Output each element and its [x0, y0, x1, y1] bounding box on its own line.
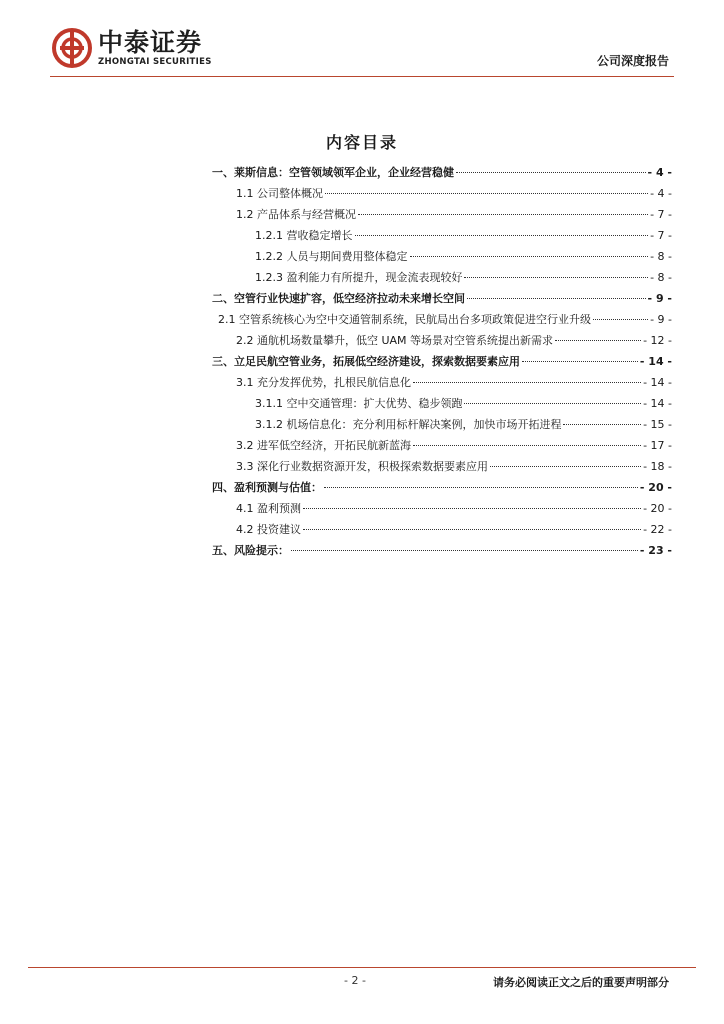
toc-entry-page: - 9 - [647, 292, 672, 305]
toc-leader [303, 529, 641, 530]
toc-leader [355, 235, 649, 236]
toc-leader [456, 172, 646, 173]
footer-disclaimer: 请务必阅读正文之后的重要声明部分 [493, 976, 669, 989]
toc-leader [410, 256, 649, 257]
toc-leader [324, 487, 638, 488]
toc-leader [555, 340, 641, 341]
logo-text-en: ZHONGTAI SECURITIES [98, 57, 212, 67]
toc-leader [303, 508, 641, 509]
toc-leader [593, 319, 648, 320]
toc-leader [325, 193, 648, 194]
toc-entry-title: 一、莱斯信息：空管领域领军企业，企业经营稳健 [212, 166, 454, 179]
toc-entry-3-2[interactable] [236, 437, 672, 455]
toc-entry-title: 3.2 进军低空经济，开拓民航新蓝海 [236, 439, 411, 452]
toc-entry-3-3[interactable] [236, 458, 672, 476]
toc-entry-page: - 8 - [650, 271, 672, 284]
toc-leader [467, 298, 646, 299]
toc-entry-page: - 14 - [643, 397, 672, 410]
toc-entry-page: - 15 - [643, 418, 672, 431]
toc-entry-1-2-1[interactable] [255, 227, 672, 245]
toc-entry-title: 1.2.2 人员与期间费用整体稳定 [255, 250, 408, 263]
toc-entry-2-1[interactable] [218, 311, 672, 329]
toc-entry-title: 1.2 产品体系与经营概况 [236, 208, 356, 221]
toc-entry-1-2[interactable] [236, 206, 672, 224]
toc-entry-title: 4.2 投资建议 [236, 523, 301, 536]
toc-leader [464, 277, 648, 278]
toc-entry-3-1-1[interactable] [255, 395, 672, 413]
toc-entry-page: - 9 - [650, 313, 672, 326]
toc-entry-page: - 12 - [643, 334, 672, 347]
toc-entry-5[interactable] [212, 542, 672, 560]
toc-entry-1-2-2[interactable] [255, 248, 672, 266]
toc-entry-title: 1.2.3 盈利能力有所提升，现金流表现较好 [255, 271, 463, 284]
toc-entry-title: 五、风险提示： [212, 544, 289, 557]
toc-entry-2[interactable] [212, 290, 672, 308]
toc-entry-page: - 17 - [643, 439, 672, 452]
toc-leader [413, 382, 641, 383]
toc-entry-title: 3.3 深化行业数据资源开发，积极探索数据要素应用 [236, 460, 488, 473]
logo-text-cn: 中泰证券 [98, 28, 203, 57]
report-type-label: 公司深度报告 [596, 54, 669, 68]
toc-entry-title: 2.2 通航机场数量攀升，低空 UAM 等场景对空管系统提出新需求 [236, 334, 554, 347]
toc-entry-page: - 14 - [643, 376, 672, 389]
toc-entry-1[interactable] [212, 164, 672, 182]
toc-entry-page: - 22 - [643, 523, 672, 536]
toc-entry-page: - 18 - [643, 460, 672, 473]
toc-entry-4-1[interactable] [236, 500, 672, 518]
toc-leader [291, 550, 638, 551]
toc-entry-page: - 7 - [650, 229, 672, 242]
toc-leader [522, 361, 638, 362]
toc-entry-1-1[interactable] [236, 185, 672, 203]
toc-entry-title: 四、盈利预测与估值： [212, 481, 322, 494]
toc-entry-3-1[interactable] [236, 374, 672, 392]
toc-entry-title: 1.2.1 营收稳定增长 [255, 229, 353, 242]
page-number: - 2 - [344, 974, 366, 987]
toc-leader [563, 424, 641, 425]
toc-leader [413, 445, 641, 446]
toc-entry-title: 1.1 公司整体概况 [236, 187, 323, 200]
toc-entry-3-1-2[interactable] [255, 416, 672, 434]
toc-leader [464, 403, 641, 404]
zhongtai-logo-icon [52, 28, 92, 68]
toc-leader [358, 214, 648, 215]
toc-entry-title: 三、立足民航空管业务，拓展低空经济建设，探索数据要素应用 [212, 355, 520, 368]
toc-leader [490, 466, 641, 467]
toc-entry-title: 2.1 空管系统核心为空中交通管制系统，民航局出台多项政策促进空行业升级 [218, 313, 591, 326]
toc-title: 内容目录 [325, 133, 398, 152]
toc-entry-page: - 20 - [643, 502, 672, 515]
toc-entry-page: - 23 - [639, 544, 672, 557]
toc-entry-1-2-3[interactable] [255, 269, 672, 287]
toc-entry-page: - 20 - [639, 481, 672, 494]
toc-entry-title: 3.1.1 空中交通管理：扩大优势、稳步领跑 [255, 397, 463, 410]
header-divider [50, 76, 674, 77]
toc-entry-3[interactable] [212, 353, 672, 371]
footer-divider [28, 967, 696, 968]
toc-entry-2-2[interactable] [236, 332, 672, 350]
toc-entry-4[interactable] [212, 479, 672, 497]
toc-entry-page: - 14 - [639, 355, 672, 368]
toc-entry-page: - 8 - [650, 250, 672, 263]
toc-entry-page: - 7 - [650, 208, 672, 221]
toc-entry-title: 4.1 盈利预测 [236, 502, 301, 515]
toc-entry-title: 3.1.2 机场信息化：充分利用标杆解决案例，加快市场开拓进程 [255, 418, 562, 431]
toc-entry-title: 3.1 充分发挥优势，扎根民航信息化 [236, 376, 411, 389]
page-header [0, 0, 724, 88]
toc-entry-page: - 4 - [650, 187, 672, 200]
toc-entry-page: - 4 - [647, 166, 672, 179]
toc-entry-title: 二、空管行业快速扩容，低空经济拉动未来增长空间 [212, 292, 465, 305]
toc-entry-4-2[interactable] [236, 521, 672, 539]
